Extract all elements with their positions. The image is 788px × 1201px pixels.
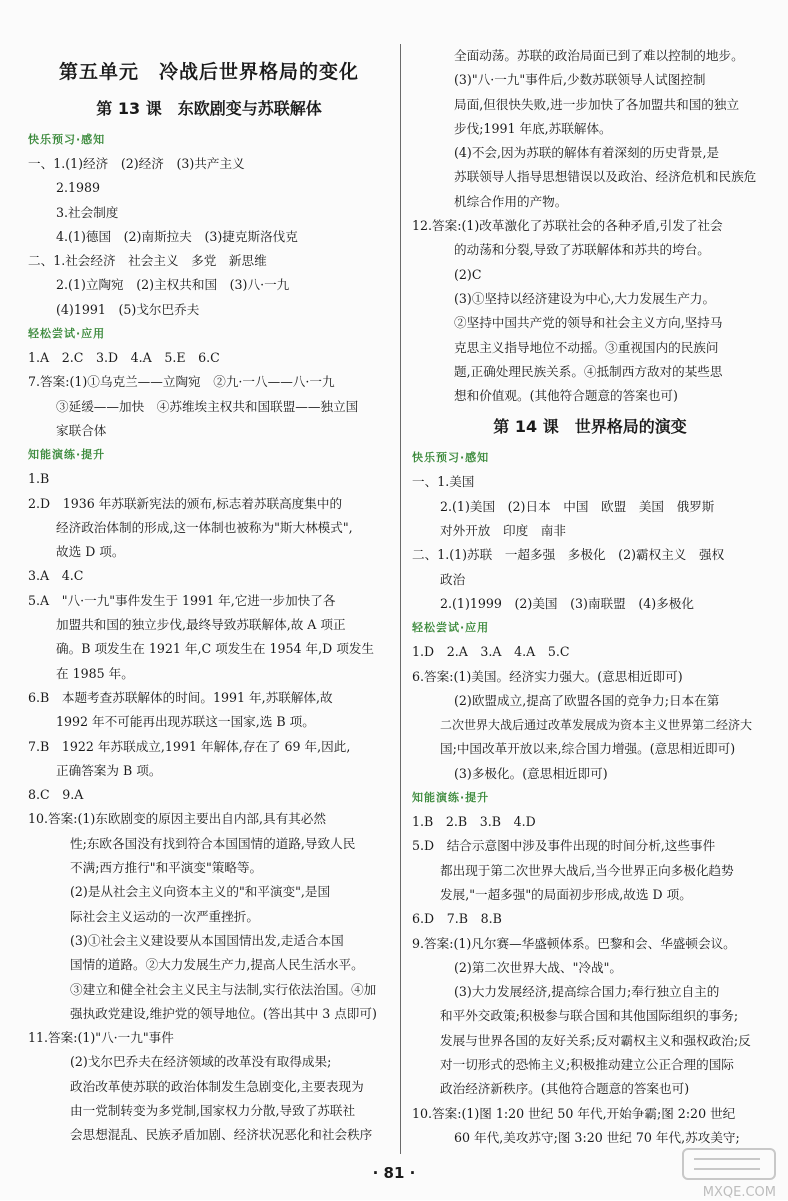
answer-line: 6.D 7.B 8.B bbox=[412, 911, 502, 927]
answer-line: 会思想混乱、民族矛盾加剧、经济状况恶化和社会秩序 bbox=[70, 1127, 373, 1143]
answer-line: ③建立和健全社会主义民主与法制,实行依法治国。④加 bbox=[70, 981, 377, 997]
answer-line: 一、1.(1)经济 (2)经济 (3)共产主义 bbox=[28, 156, 245, 171]
watermark-logo-icon bbox=[682, 1148, 776, 1180]
answer-line: 10.答案:(1)图 1:20 世纪 50 年代,开始争霸;图 2:20 世纪 bbox=[412, 1105, 736, 1121]
answer-line: 国;中国改革开放以来,综合国力增强。(意思相近即可) bbox=[440, 741, 736, 757]
answer-line: 经济政治体制的形成,这一体制也被称为"斯大林模式", bbox=[56, 519, 353, 535]
answer-line: 2.1989 bbox=[56, 180, 101, 196]
answer-line: 正确答案为 B 项。 bbox=[56, 762, 162, 778]
answer-line: (4)1991 (5)戈尔巴乔夫 bbox=[56, 301, 200, 317]
answer-line: 家联合体 bbox=[56, 422, 107, 438]
answer-line: 2.(1)1999 (2)美国 (3)南联盟 (4)多极化 bbox=[440, 595, 694, 611]
answer-line: 不满;西方推行"和平演变"策略等。 bbox=[70, 860, 263, 876]
column-divider bbox=[400, 44, 401, 1154]
answer-line: (3)"八·一九"事件后,少数苏联领导人试图控制 bbox=[454, 72, 706, 88]
answer-line: 政治经济新秩序。(其他符合题意的答案也可) bbox=[440, 1081, 690, 1097]
answer-line: 际社会主义运动的一次严重挫折。 bbox=[70, 908, 259, 924]
answer-line: 5.A "八·一九"事件发生于 1991 年,它进一步加快了各 bbox=[28, 592, 336, 608]
lesson-14-title: 第 14 课 世界格局的演变 bbox=[493, 417, 687, 437]
answer-line: 故选 D 项。 bbox=[56, 544, 125, 560]
answer-line: 8.C 9.A bbox=[28, 787, 84, 803]
left-column bbox=[28, 44, 390, 1148]
answer-line: 在 1985 年。 bbox=[56, 665, 134, 681]
answer-line: (3)大力发展经济,提高综合国力;奉行独立自主的 bbox=[454, 984, 720, 1000]
watermark bbox=[682, 1148, 776, 1201]
answer-line: 和平外交政策;积极参与联合国和其他国际组织的事务; bbox=[440, 1008, 739, 1024]
answer-line: 性;东欧各国没有找到符合本国国情的道路,导致人民 bbox=[70, 835, 356, 851]
answer-line: 2.D 1936 年苏联新宪法的颁布,标志着苏联高度集中的 bbox=[28, 495, 343, 511]
answer-line: 1.D 2.A 3.A 4.A 5.C bbox=[412, 644, 570, 660]
answer-line: 对一切形式的恐怖主义;积极推动建立公正合理的国际 bbox=[440, 1056, 734, 1072]
answer-line: 4.(1)德国 (2)南斯拉夫 (3)捷克斯洛伐克 bbox=[56, 228, 298, 244]
section-try-heading: 轻松尝试·应用 bbox=[412, 621, 490, 635]
unit-title: 第五单元 冷战后世界格局的变化 bbox=[58, 61, 359, 83]
section-preview-heading: 快乐预习·感知 bbox=[28, 133, 106, 146]
section-practice-heading: 知能演练·提升 bbox=[28, 448, 106, 462]
answer-line: 发展,"一超多强"的局面初步形成,故选 D 项。 bbox=[440, 886, 692, 902]
answer-line: 二、1.社会经济 社会主义 多党 新思维 bbox=[28, 253, 267, 269]
answer-line: 二、1.(1)苏联 一超多强 多极化 (2)霸权主义 强权 bbox=[412, 547, 725, 563]
section-try-heading: 轻松尝试·应用 bbox=[28, 327, 106, 341]
answer-line: 9.答案:(1)凡尔赛—华盛顿体系。巴黎和会、华盛顿会议。 bbox=[412, 935, 736, 951]
answer-line: 10.答案:(1)东欧剧变的原因主要出自内部,具有其必然 bbox=[28, 811, 326, 827]
section-practice-heading: 知能演练·提升 bbox=[412, 791, 490, 805]
answer-line: (2)欧盟成立,提高了欧盟各国的竞争力;日本在第 bbox=[454, 692, 720, 708]
answer-line: 60 年代,美攻苏守;图 3:20 世纪 70 年代,苏攻美守; bbox=[454, 1129, 740, 1145]
section-preview-heading: 快乐预习·感知 bbox=[412, 451, 490, 465]
answer-line: (3)①社会主义建设要从本国国情出发,走适合本国 bbox=[70, 932, 344, 948]
answer-line: 6.答案:(1)美国。经济实力强大。(意思相近即可) bbox=[412, 668, 683, 684]
answer-line: (2)是从社会主义向资本主义的"和平演变",是国 bbox=[70, 884, 331, 900]
answer-line: 1.A 2.C 3.D 4.A 5.E 6.C bbox=[28, 350, 220, 366]
answer-line: 3.社会制度 bbox=[56, 204, 119, 220]
answer-line: 7.答案:(1)①乌克兰——立陶宛 ②九·一八——八·一九 bbox=[28, 374, 335, 390]
lesson-13-title: 第 13 课 东欧剧变与苏联解体 bbox=[96, 99, 322, 118]
answer-line: 对外开放 印度 南非 bbox=[440, 523, 566, 539]
answer-line: (2)戈尔巴乔夫在经济领域的改革没有取得成果; bbox=[70, 1054, 332, 1070]
watermark-text: MXQE.COM bbox=[702, 1185, 776, 1200]
answer-line: (4)不会,因为苏联的解体有着深刻的历史背景,是 bbox=[454, 145, 720, 161]
answer-line: 想和价值观。(其他符合题意的答案也可) bbox=[454, 388, 678, 404]
answer-line: 一、1.美国 bbox=[412, 474, 475, 490]
answer-line: 6.B 本题考查苏联解体的时间。1991 年,苏联解体,故 bbox=[28, 689, 333, 705]
answer-line: 题,正确处理民族关系。④抵制西方敌对的某些思 bbox=[454, 363, 723, 379]
answer-line: 2.(1)立陶宛 (2)主权共和国 (3)八·一九 bbox=[56, 277, 290, 293]
answer-line: 步伐;1991 年底,苏联解体。 bbox=[454, 120, 612, 136]
answer-line: 苏联领导人指导思想错误以及政治、经济危机和民族危 bbox=[454, 169, 757, 185]
answer-line: 国情的道路。②大力发展生产力,提高人民生活水平。 bbox=[70, 957, 364, 973]
answer-line: 加盟共和国的独立步伐,最终导致苏联解体,故 A 项正 bbox=[56, 617, 346, 633]
answer-line: (2)第二次世界大战、"冷战"。 bbox=[454, 959, 622, 975]
answer-line: 7.B 1922 年苏联成立,1991 年解体,存在了 69 年,因此, bbox=[28, 738, 351, 754]
answer-line: (3)①坚持以经济建设为中心,大力发展生产力。 bbox=[454, 290, 716, 306]
answer-line: 5.D 结合示意图中涉及事件出现的时间分析,这些事件 bbox=[412, 838, 716, 854]
page-number: · 81 · bbox=[372, 1164, 416, 1182]
answer-line: 全面动荡。苏联的政治局面已到了难以控制的地步。 bbox=[454, 48, 744, 63]
answer-line: 都出现于第二次世界大战后,当今世界正向多极化趋势 bbox=[440, 862, 734, 878]
answer-line: ②坚持中国共产党的领导和社会主义方向,坚持马 bbox=[454, 315, 723, 331]
answer-line: 1.B bbox=[28, 471, 50, 487]
answer-line: (3)多极化。(意思相近即可) bbox=[454, 765, 608, 781]
answer-line: 由一党制转变为多党制,国家权力分散,导致了苏联社 bbox=[70, 1102, 356, 1118]
answer-line: 二次世界大战后通过改革发展成为资本主义世界第二经济大 bbox=[440, 718, 753, 733]
answer-line: (2)C bbox=[454, 266, 482, 282]
answer-line: 1.B 2.B 3.B 4.D bbox=[412, 814, 536, 830]
answer-line: 1992 年不可能再出现苏联这一国家,选 B 项。 bbox=[56, 714, 315, 730]
answer-line: 政治改革使苏联的政治体制发生急剧变化,主要表现为 bbox=[70, 1078, 364, 1094]
answer-line: 政治 bbox=[440, 571, 466, 587]
answer-line: 强执政党建设,维护党的领导地位。(答出其中 3 点即可) bbox=[70, 1005, 377, 1021]
answer-line: 12.答案:(1)改革激化了苏联社会的各种矛盾,引发了社会 bbox=[412, 218, 723, 234]
answer-line: 11.答案:(1)"八·一九"事件 bbox=[28, 1030, 174, 1046]
answer-line: 发展与世界各国的友好关系;反对霸权主义和强权政治;反 bbox=[440, 1032, 751, 1048]
answer-line: 确。B 项发生在 1921 年,C 项发生在 1954 年,D 项发生 bbox=[56, 641, 375, 657]
answer-line: 局面,但很快失败,进一步加快了各加盟共和国的独立 bbox=[454, 96, 740, 112]
answer-line: 机综合作用的产物。 bbox=[454, 193, 568, 209]
answer-line: 克思主义指导地位不动摇。③重视国内的民族问 bbox=[454, 339, 719, 355]
right-column bbox=[412, 44, 768, 1150]
answer-line: 3.A 4.C bbox=[28, 568, 84, 584]
answer-line: 的动荡和分裂,导致了苏联解体和苏共的垮台。 bbox=[454, 242, 710, 258]
answer-line: 2.(1)美国 (2)日本 中国 欧盟 美国 俄罗斯 bbox=[440, 498, 715, 514]
answer-line: ③延缓——加快 ④苏维埃主权共和国联盟——独立国 bbox=[56, 398, 359, 414]
